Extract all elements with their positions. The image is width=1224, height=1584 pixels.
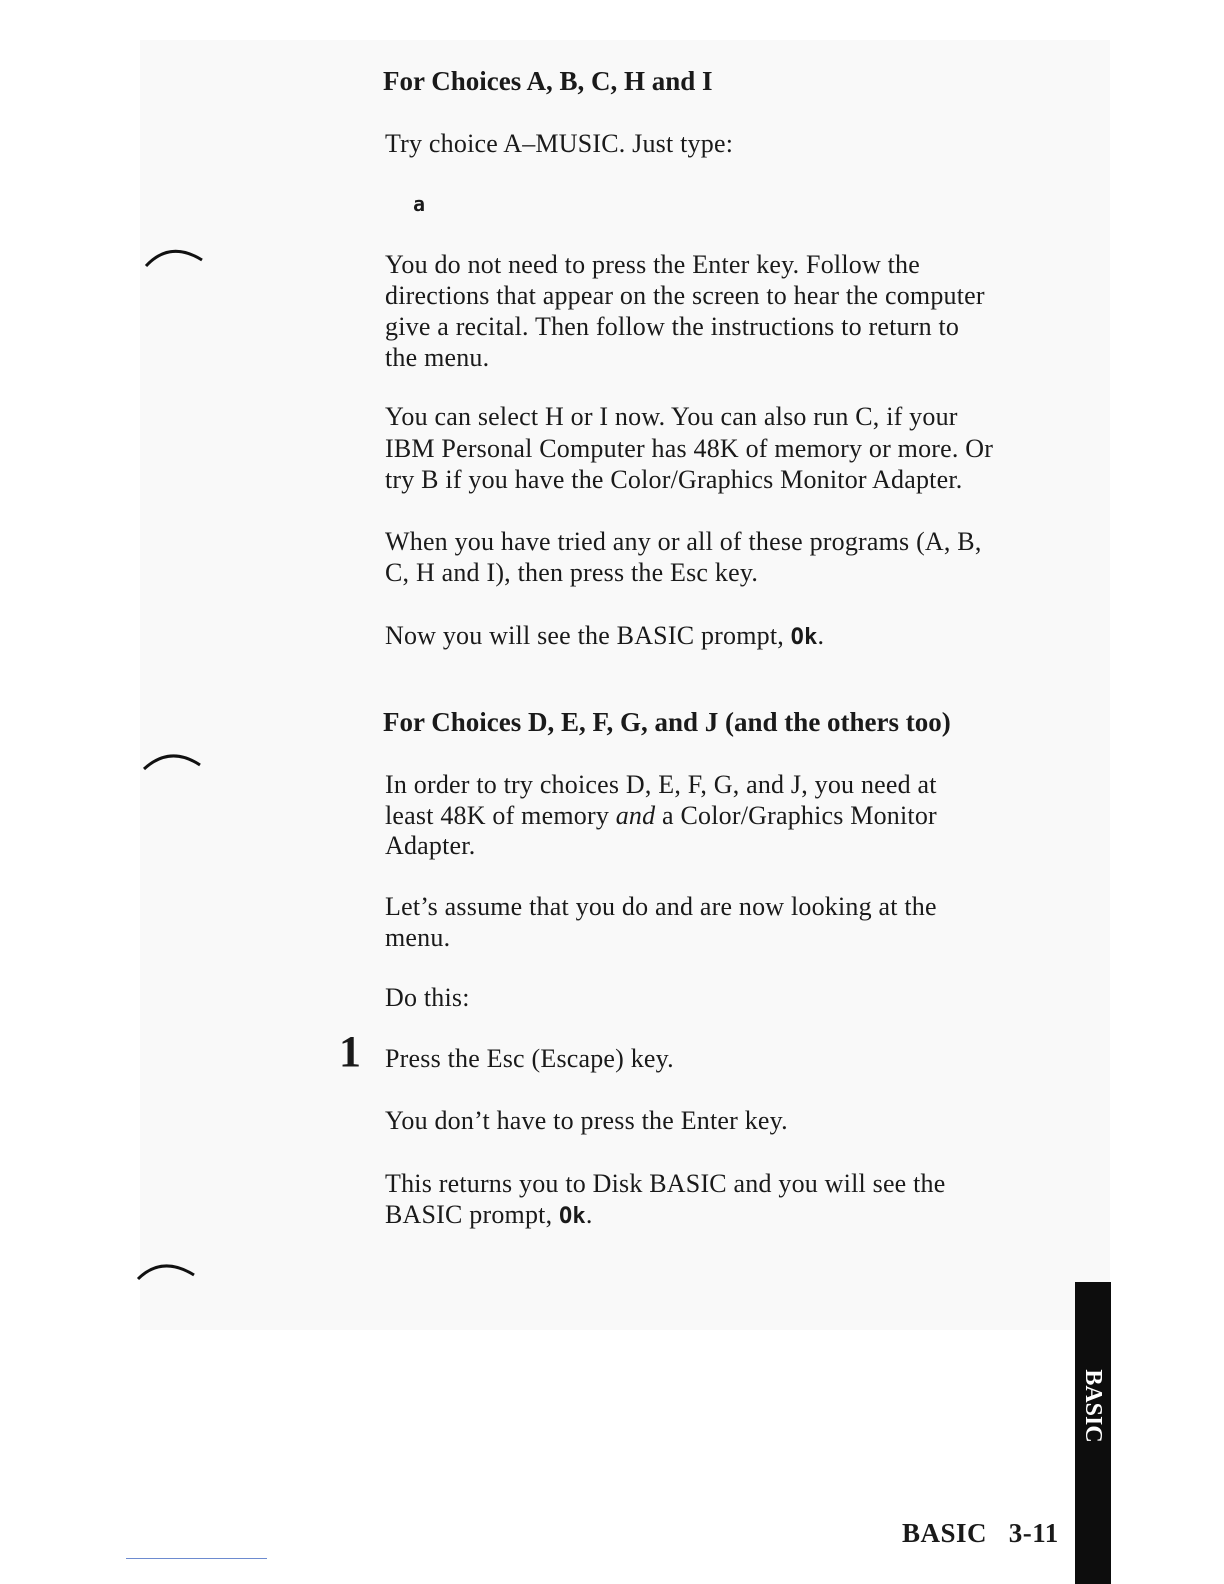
paragraph-line: the menu. (385, 343, 490, 372)
sentence-period: . (585, 1200, 593, 1229)
paragraph-line: directions that appear on the screen to hear the computer (385, 281, 985, 310)
typed-command: a (413, 192, 426, 216)
ok-prompt: Ok (558, 1204, 586, 1229)
section-tab-text: BASIC (1080, 1369, 1106, 1443)
step-number: 1 (339, 1027, 361, 1076)
step-instruction: Press the Esc (Escape) key. (385, 1044, 674, 1073)
step-note: You don’t have to press the Enter key. (385, 1106, 788, 1135)
paragraph-line: Adapter. (385, 831, 476, 860)
heading-choices-defgj: For Choices D, E, F, G, and J (and the others too) (383, 707, 951, 737)
paragraph-line: When you have tried any or all of these programs (A, B, (385, 527, 982, 556)
text-run: a Color/Graphics Monitor (655, 801, 937, 830)
do-this-label: Do this: (385, 983, 470, 1012)
footer-section: BASIC (902, 1518, 988, 1548)
paragraph-line: You do not need to press the Enter key. Follow the (385, 250, 921, 279)
paragraph-line (385, 1199, 593, 1232)
page-number: 3-11 (1008, 1518, 1059, 1548)
footer-rule (126, 1558, 267, 1559)
prompt-sentence: Now you will see the BASIC prompt, (385, 621, 791, 650)
emphasis-and: and (615, 801, 656, 830)
binder-hole-mark-bottom (134, 1253, 204, 1289)
paragraph-line: give a recital. Then follow the instructions to return to (385, 312, 960, 341)
text-run: BASIC prompt, (385, 1200, 559, 1229)
paragraph-line: IBM Personal Computer has 48K of memory or more. Or (385, 434, 994, 463)
paragraph-line: C, H and I), then press the Esc key. (385, 558, 759, 587)
paragraph-line: In order to try choices D, E, F, G, and J, you need at (385, 770, 937, 799)
text-run: least 48K of memory (385, 801, 616, 830)
heading-choices-abchi: For Choices A, B, C, H and I (383, 66, 713, 96)
sentence-period: . (817, 621, 825, 650)
binder-hole-mark-top (140, 238, 210, 274)
page-scan-background (140, 40, 1110, 1330)
section-tab-label (1078, 1366, 1108, 1446)
paragraph-line: try B if you have the Color/Graphics Monitor Adapter. (385, 465, 963, 494)
ok-prompt: Ok (790, 625, 818, 650)
binder-hole-mark-middle (140, 745, 210, 781)
page-footer (902, 1518, 1059, 1549)
paragraph-line (385, 800, 937, 831)
intro-text: Try choice A–MUSIC. Just type: (385, 129, 734, 158)
paragraph-line: You can select H or I now. You can also run C, if your (385, 402, 958, 431)
paragraph-basic-prompt (385, 620, 824, 653)
paragraph-line: menu. (385, 923, 451, 952)
paragraph-line: Let’s assume that you do and are now looking at the (385, 892, 937, 921)
paragraph-line: This returns you to Disk BASIC and you will see the (385, 1169, 946, 1198)
